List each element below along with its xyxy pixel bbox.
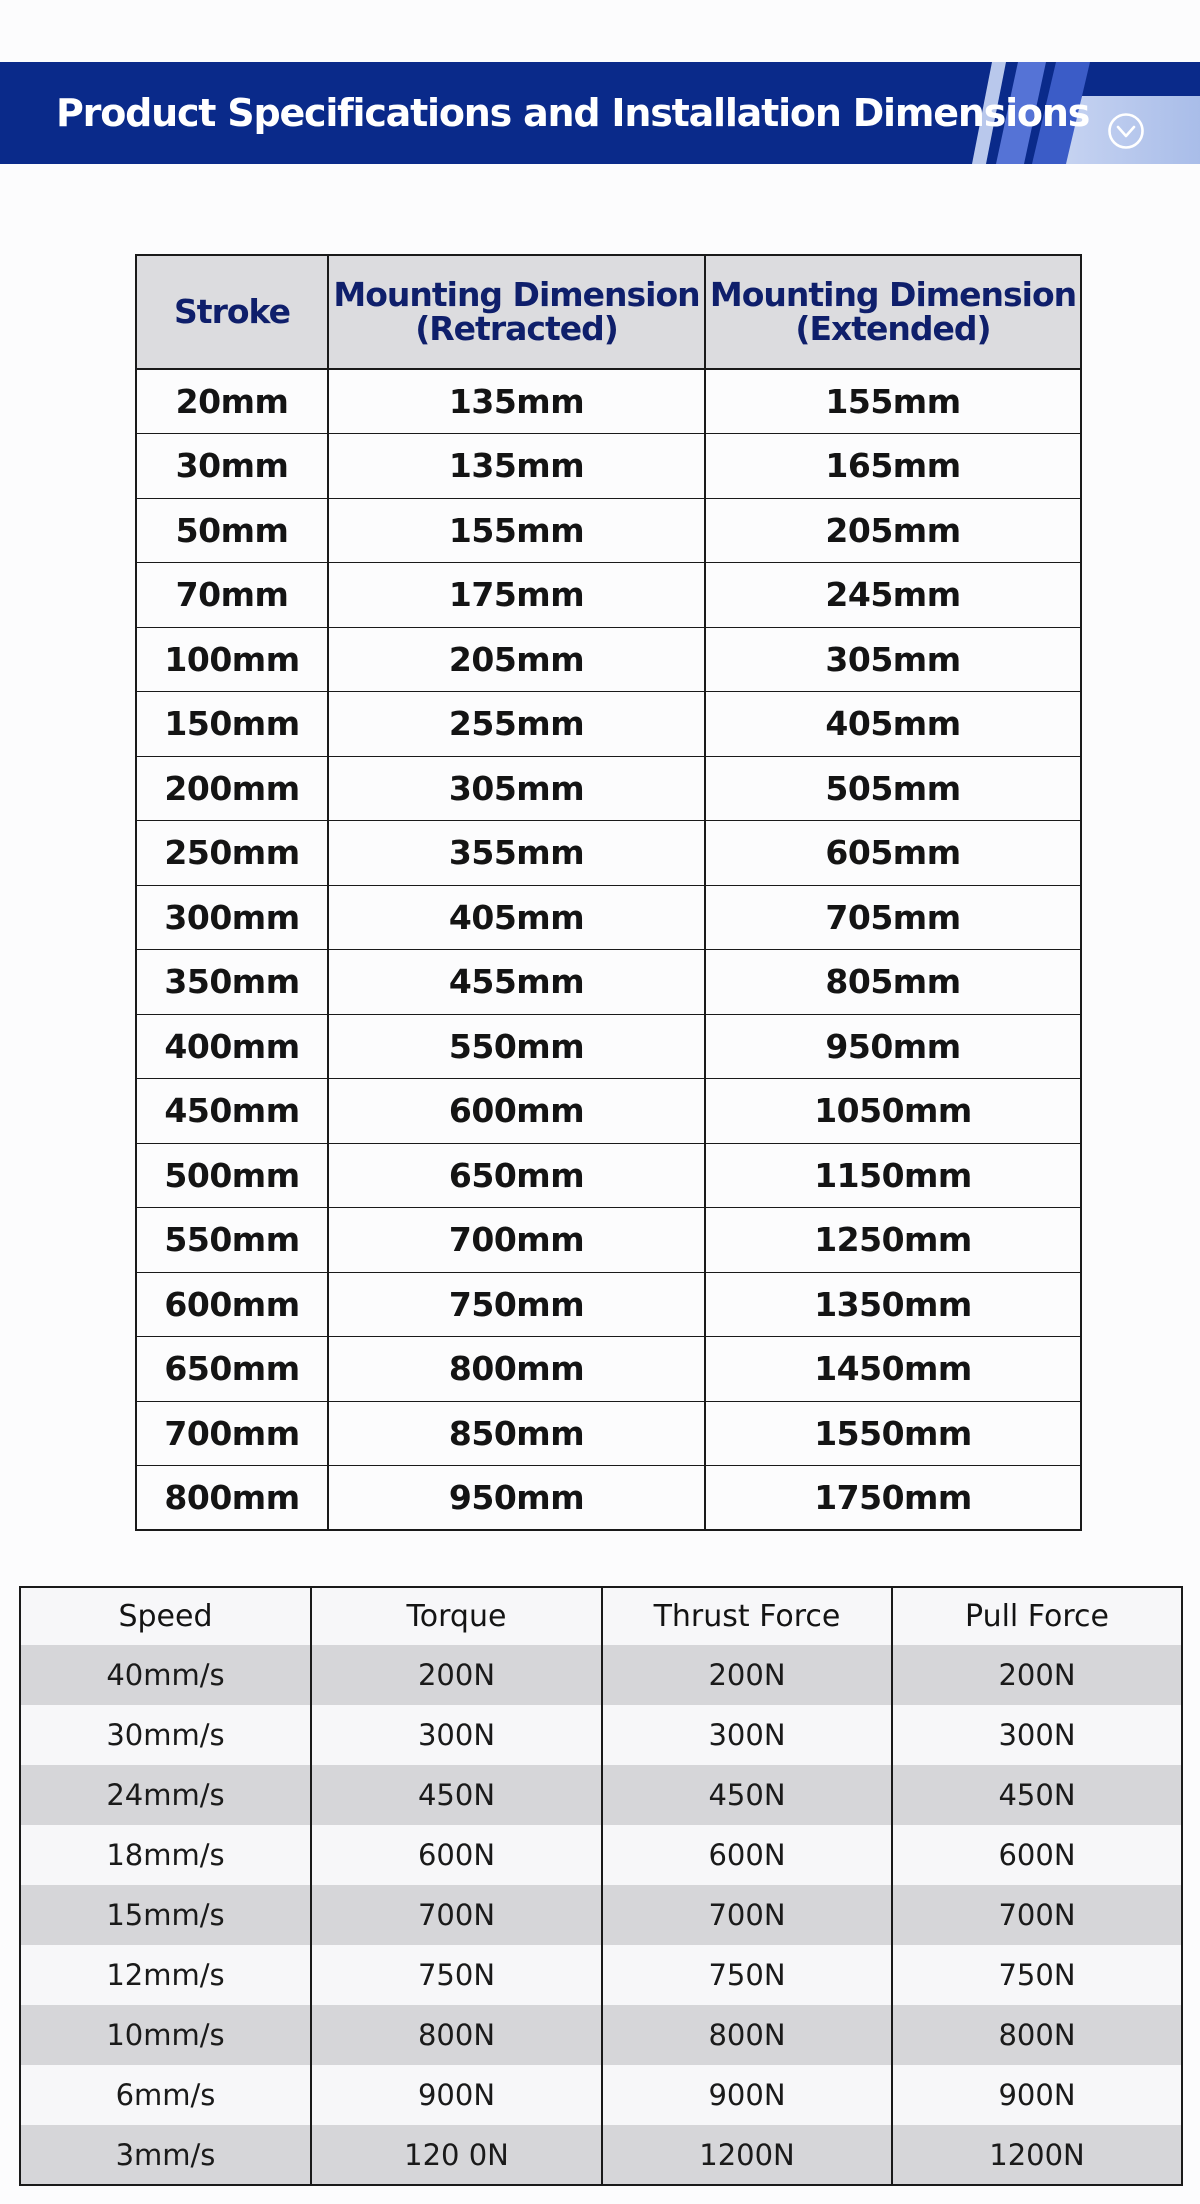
pull-force-cell: 700N [892, 1885, 1182, 1945]
stroke-cell: 50mm [136, 498, 328, 563]
thrust-force-cell: 700N [602, 1885, 892, 1945]
stroke-cell: 800mm [136, 1466, 328, 1531]
stroke-cell: 150mm [136, 692, 328, 757]
extended-cell: 165mm [705, 434, 1081, 499]
thrust-force-cell: 750N [602, 1945, 892, 2005]
retracted-cell: 135mm [328, 434, 705, 499]
torque-cell: 200N [311, 1645, 602, 1705]
table-row [20, 1885, 1182, 1945]
table-row [136, 756, 1081, 821]
retracted-cell: 205mm [328, 627, 705, 692]
stroke-cell: 70mm [136, 563, 328, 628]
stroke-cell: 700mm [136, 1401, 328, 1466]
table-row [20, 1645, 1182, 1705]
table-row [136, 1079, 1081, 1144]
stroke-cell: 550mm [136, 1208, 328, 1273]
stroke-cell: 300mm [136, 885, 328, 950]
pull-force-cell: 800N [892, 2005, 1182, 2065]
page-title: Product Specifications and Installation Dimensions [56, 91, 1090, 135]
speed-cell: 10mm/s [20, 2005, 311, 2065]
extended-cell: 805mm [705, 950, 1081, 1015]
table-row [136, 692, 1081, 757]
retracted-cell: 405mm [328, 885, 705, 950]
table-row [136, 498, 1081, 563]
extended-cell: 1250mm [705, 1208, 1081, 1273]
speed-cell: 12mm/s [20, 1945, 311, 2005]
speed-cell: 6mm/s [20, 2065, 311, 2125]
torque-cell: 450N [311, 1765, 602, 1825]
torque-cell: 750N [311, 1945, 602, 2005]
speed-cell: 3mm/s [20, 2125, 311, 2185]
table-row [20, 1825, 1182, 1885]
torque-cell: 700N [311, 1885, 602, 1945]
table-row [136, 1401, 1081, 1466]
speed-force-table [19, 1586, 1183, 2186]
pull-force-cell: 1200N [892, 2125, 1182, 2185]
table-row [136, 1272, 1081, 1337]
thrust-force-cell: 200N [602, 1645, 892, 1705]
speed-cell: 40mm/s [20, 1645, 311, 1705]
table-row [20, 2005, 1182, 2065]
stroke-cell: 30mm [136, 434, 328, 499]
table-row [20, 1945, 1182, 2005]
pull-force-cell: 600N [892, 1825, 1182, 1885]
header-speed: Speed [20, 1587, 311, 1645]
extended-cell: 1450mm [705, 1337, 1081, 1402]
stroke-cell: 450mm [136, 1079, 328, 1144]
retracted-cell: 305mm [328, 756, 705, 821]
extended-cell: 1050mm [705, 1079, 1081, 1144]
table-row [136, 821, 1081, 886]
header-retracted [328, 255, 705, 369]
stroke-cell: 100mm [136, 627, 328, 692]
table-row [20, 2125, 1182, 2185]
extended-cell: 605mm [705, 821, 1081, 886]
table-row [136, 1337, 1081, 1402]
header-retracted-line1: Mounting Dimension [333, 275, 700, 314]
torque-cell: 300N [311, 1705, 602, 1765]
extended-cell: 505mm [705, 756, 1081, 821]
table-row [136, 627, 1081, 692]
retracted-cell: 355mm [328, 821, 705, 886]
table-row [20, 1705, 1182, 1765]
extended-cell: 950mm [705, 1014, 1081, 1079]
table-row [136, 434, 1081, 499]
retracted-cell: 950mm [328, 1466, 705, 1531]
extended-cell: 1750mm [705, 1466, 1081, 1531]
table-header-row [136, 255, 1081, 369]
stroke-cell: 650mm [136, 1337, 328, 1402]
extended-cell: 245mm [705, 563, 1081, 628]
torque-cell: 900N [311, 2065, 602, 2125]
retracted-cell: 135mm [328, 369, 705, 434]
retracted-cell: 155mm [328, 498, 705, 563]
table-row [136, 1466, 1081, 1531]
speed-cell: 15mm/s [20, 1885, 311, 1945]
retracted-cell: 700mm [328, 1208, 705, 1273]
stroke-cell: 200mm [136, 756, 328, 821]
thrust-force-cell: 800N [602, 2005, 892, 2065]
page-banner [0, 62, 1200, 164]
mounting-dimensions-table [135, 254, 1082, 1531]
extended-cell: 705mm [705, 885, 1081, 950]
table-row [136, 1208, 1081, 1273]
header-retracted-line2: (Retracted) [415, 309, 618, 348]
header-extended-line2: (Extended) [795, 309, 991, 348]
speed-cell: 24mm/s [20, 1765, 311, 1825]
table-row [136, 1014, 1081, 1079]
header-extended-line1: Mounting Dimension [709, 275, 1077, 314]
thrust-force-cell: 600N [602, 1825, 892, 1885]
retracted-cell: 650mm [328, 1143, 705, 1208]
retracted-cell: 550mm [328, 1014, 705, 1079]
retracted-cell: 175mm [328, 563, 705, 628]
table-row [136, 1143, 1081, 1208]
retracted-cell: 600mm [328, 1079, 705, 1144]
retracted-cell: 850mm [328, 1401, 705, 1466]
stroke-cell: 400mm [136, 1014, 328, 1079]
stroke-cell: 500mm [136, 1143, 328, 1208]
speed-cell: 18mm/s [20, 1825, 311, 1885]
pull-force-cell: 200N [892, 1645, 1182, 1705]
extended-cell: 1550mm [705, 1401, 1081, 1466]
table-header-row [20, 1587, 1182, 1645]
thrust-force-cell: 900N [602, 2065, 892, 2125]
table-row [136, 369, 1081, 434]
extended-cell: 155mm [705, 369, 1081, 434]
retracted-cell: 455mm [328, 950, 705, 1015]
table-row [136, 885, 1081, 950]
thrust-force-cell: 450N [602, 1765, 892, 1825]
stroke-cell: 350mm [136, 950, 328, 1015]
header-extended [705, 255, 1081, 369]
chevron-down-circle-icon[interactable] [1107, 112, 1145, 150]
extended-cell: 1350mm [705, 1272, 1081, 1337]
extended-cell: 405mm [705, 692, 1081, 757]
header-pull-force: Pull Force [892, 1587, 1182, 1645]
retracted-cell: 255mm [328, 692, 705, 757]
header-stroke: Stroke [136, 255, 328, 369]
pull-force-cell: 300N [892, 1705, 1182, 1765]
header-thrust-force: Thrust Force [602, 1587, 892, 1645]
speed-cell: 30mm/s [20, 1705, 311, 1765]
stroke-cell: 20mm [136, 369, 328, 434]
extended-cell: 205mm [705, 498, 1081, 563]
extended-cell: 1150mm [705, 1143, 1081, 1208]
torque-cell: 600N [311, 1825, 602, 1885]
thrust-force-cell: 300N [602, 1705, 892, 1765]
header-torque: Torque [311, 1587, 602, 1645]
table-row [20, 2065, 1182, 2125]
extended-cell: 305mm [705, 627, 1081, 692]
pull-force-cell: 450N [892, 1765, 1182, 1825]
retracted-cell: 800mm [328, 1337, 705, 1402]
table-row [20, 1765, 1182, 1825]
pull-force-cell: 750N [892, 1945, 1182, 2005]
stroke-cell: 600mm [136, 1272, 328, 1337]
retracted-cell: 750mm [328, 1272, 705, 1337]
table-row [136, 563, 1081, 628]
torque-cell: 120 0N [311, 2125, 602, 2185]
stroke-cell: 250mm [136, 821, 328, 886]
table-row [136, 950, 1081, 1015]
thrust-force-cell: 1200N [602, 2125, 892, 2185]
pull-force-cell: 900N [892, 2065, 1182, 2125]
torque-cell: 800N [311, 2005, 602, 2065]
